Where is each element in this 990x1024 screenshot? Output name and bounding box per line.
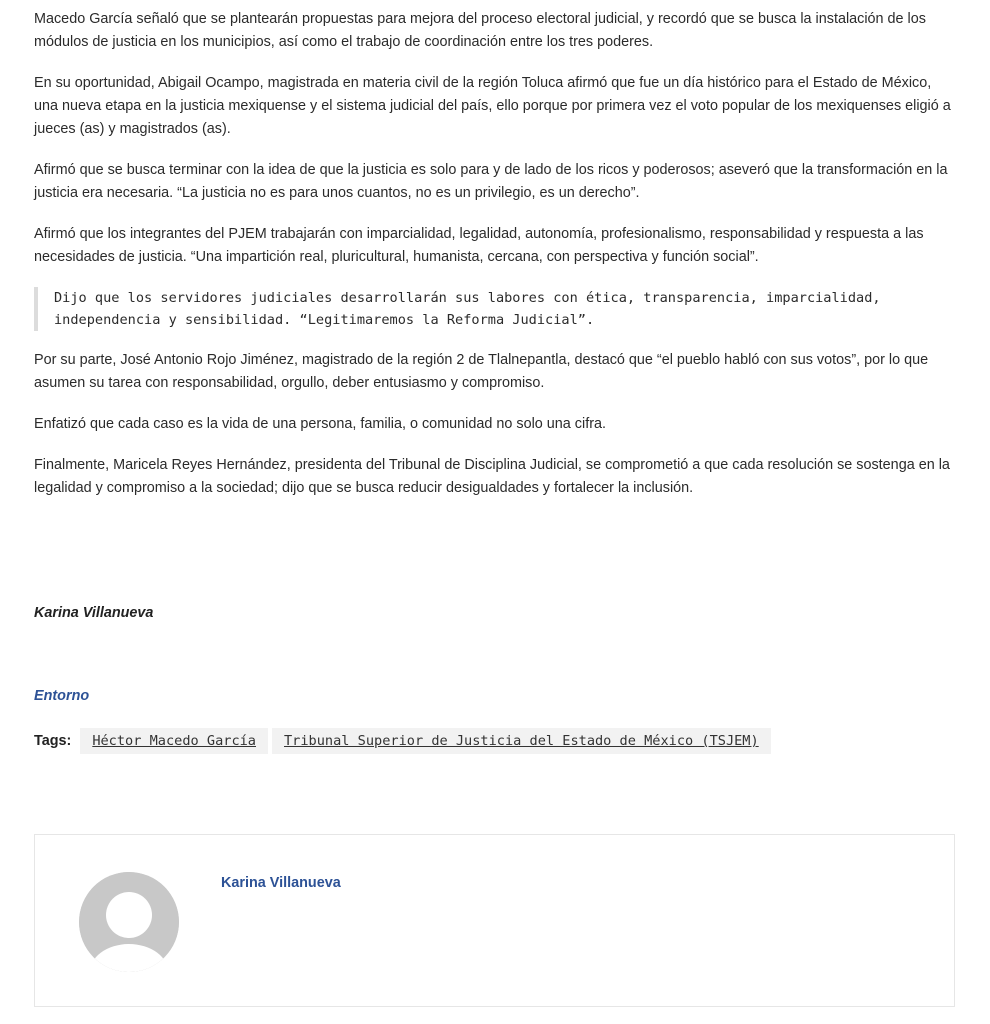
- article-paragraph: En su oportunidad, Abigail Ocampo, magistrada en materia civil de la región Toluca afirmó que fue un día histórico para el Estado de México, una nueva etapa en la justicia mexiquense y el sistema judicial del país, ello porque por primera vez el voto popular de los mexiquenses eligió a jueces (as) y magistrados (as).: [34, 75, 951, 137]
- author-box: [34, 834, 955, 1007]
- article-blockquote: Dijo que los servidores judiciales desarrollarán sus labores con ética, transparencia, imparcialidad, independencia y sensibilidad. “Legitimaremos la Reforma Judicial”.: [34, 287, 959, 331]
- tags-label: Tags:: [34, 733, 72, 749]
- avatar-silhouette: [79, 872, 179, 972]
- article-paragraph: Finalmente, Maricela Reyes Hernández, presidenta del Tribunal de Disciplina Judicial, se comprometió a que cada resolución se sostenga en la legalidad y compromiso a la sociedad; dijo que se busca reducir desigualdades y fortalecer la inclusión.: [34, 457, 950, 496]
- article-paragraph: Por su parte, José Antonio Rojo Jiménez, magistrado de la región 2 de Tlalnepantla, destacó que “el pueblo habló con sus votos”, por lo que asumen su tarea con responsabilidad, orgullo, deber entusiasmo y compromiso.: [34, 352, 929, 391]
- default-user-avatar-icon[interactable]: [79, 872, 179, 972]
- article-paragraph: Afirmó que los integrantes del PJEM trabajarán con imparcialidad, legalidad, autonomía, profesionalismo, responsabilidad y respuesta a las necesidades de justicia. “Una impartición real, pluricultural, humanista, cercana, con perspectiva y función social”.: [34, 226, 924, 265]
- article-paragraph: Macedo García señaló que se plantearán propuestas para mejora del proceso electoral judicial, y recordó que se busca la instalación de los módulos de justicia en los municipios, así como el trabajo de coordinación entre los tres poderes.: [34, 11, 926, 50]
- article-paragraph: Afirmó que se busca terminar con la idea de que la justicia es solo para y de lado de los ricos y poderosos; aseveró que la transformación en la justicia era necesaria. “La justicia no es para unos cuantos, no es un privilegio, es un derecho”.: [34, 162, 948, 201]
- author-signature: Karina Villanueva: [34, 605, 154, 621]
- tag-link[interactable]: Héctor Macedo García: [80, 728, 268, 754]
- category-link[interactable]: Entorno: [34, 688, 90, 704]
- article-paragraph: Enfatizó que cada caso es la vida de una persona, familia, o comunidad no solo una cifra.: [34, 416, 606, 432]
- article-body: [34, 8, 959, 518]
- tag-link[interactable]: Tribunal Superior de Justicia del Estado de México (TSJEM): [272, 728, 771, 754]
- tags-row: [34, 728, 775, 754]
- author-name-link[interactable]: Karina Villanueva: [221, 875, 341, 891]
